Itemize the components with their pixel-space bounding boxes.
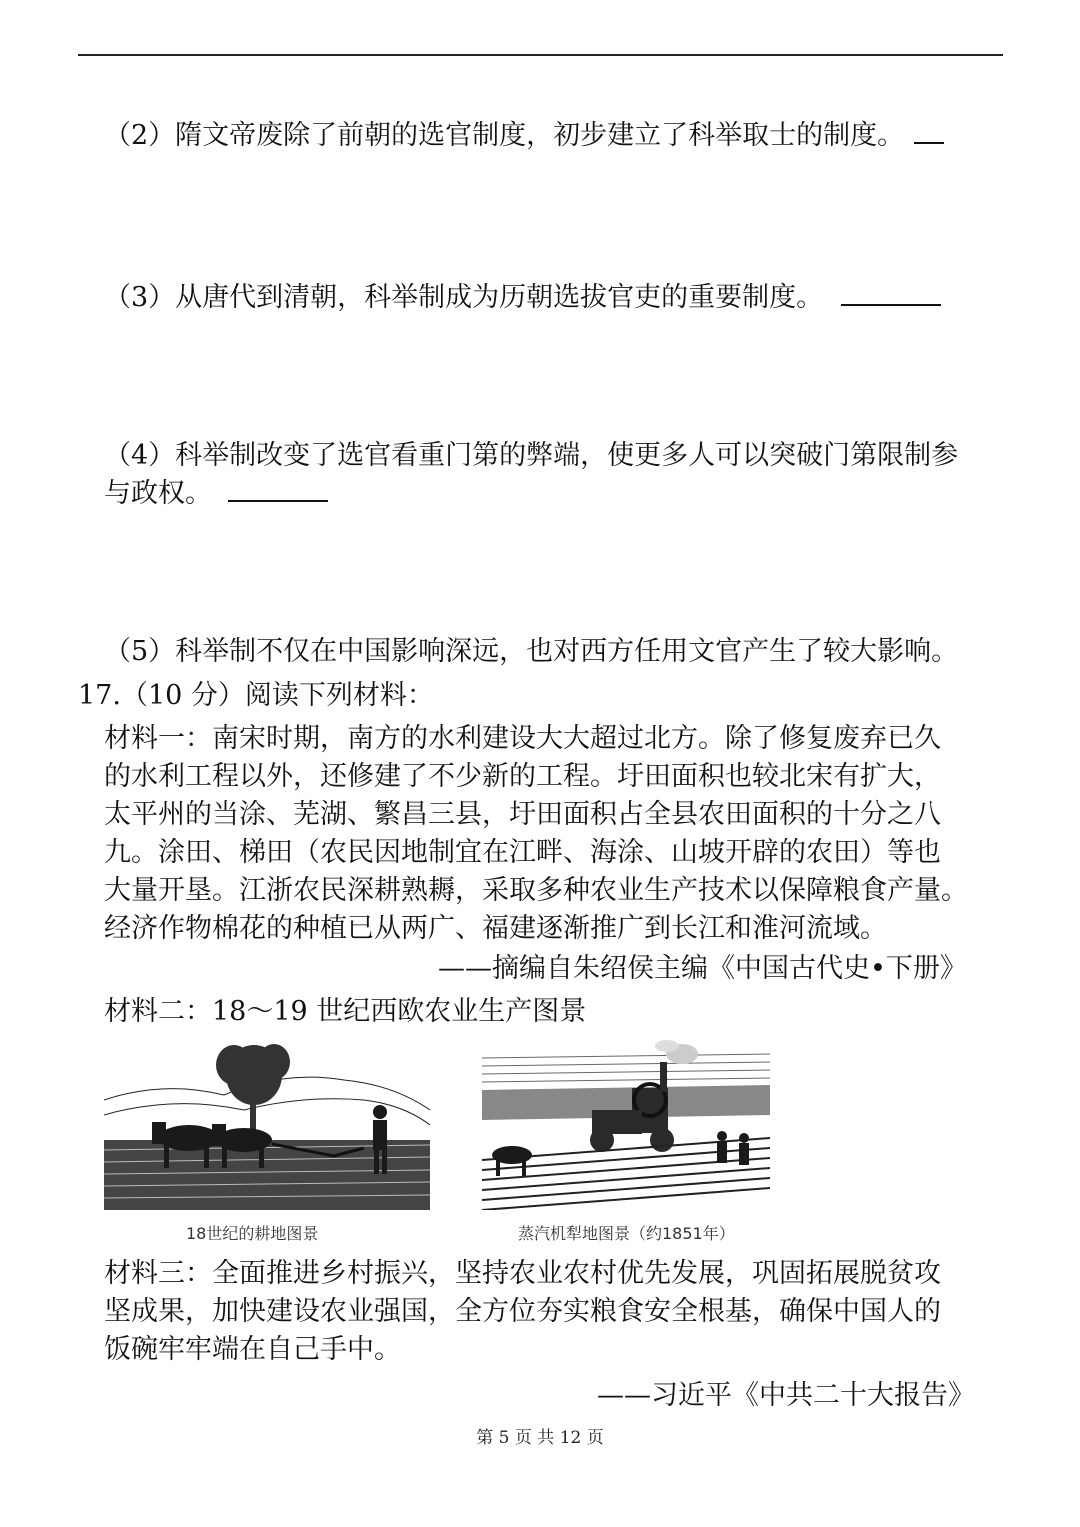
material-1-line: 材料一：南宋时期，南方的水利建设大大超过北方。除了修复废弃已久 [104, 723, 941, 754]
material-3-source: ——习近平《中共二十大报告》 [597, 1380, 975, 1411]
plowing-engraving-image [104, 1040, 430, 1210]
q17-heading: 17.（10 分）阅读下列材料： [78, 680, 434, 711]
material-1-source: ——摘编自朱绍侯主编《中国古代史•下册》 [438, 953, 967, 984]
material-1-line: 大量开垦。江浙农民深耕熟耨，采取多种农业生产技术以保障粮食产量。 [104, 875, 968, 906]
q16-item-2 [104, 118, 944, 154]
q16-item-4-line2-text: 与政权。 [104, 478, 212, 509]
page-footer: 第 5 页 共 12 页 [476, 1428, 604, 1448]
material-1-line: 九。涂田、梯田（农民因地制宜在江畔、海涂、山坡开辟的农田）等也 [104, 837, 941, 868]
q16-item-5: （5）科举制不仅在中国影响深远，也对西方任用文官产生了较大影响。 [104, 636, 959, 667]
figure-1-caption: 18世纪的耕地图景 [186, 1224, 319, 1243]
material-3-line: 材料三：全面推进乡村振兴，坚持农业农村优先发展，巩固拓展脱贫攻 [104, 1258, 941, 1289]
q16-item-4-line1: （4）科举制改变了选官看重门第的弊端，使更多人可以突破门第限制参 [104, 440, 959, 471]
q16-item-3-text: （3）从唐代到清朝，科举制成为历朝选拔官吏的重要制度。 [104, 282, 824, 313]
material-1-line: 经济作物棉花的种植已从两广、福建逐渐推广到长江和淮河流域。 [104, 913, 887, 944]
material-2-heading: 材料二：18～19 世纪西欧农业生产图景 [104, 996, 587, 1027]
header-rule [78, 54, 1003, 56]
material-1-line: 的水利工程以外，还修建了不少新的工程。圩田面积也较北宋有扩大， [104, 761, 941, 792]
answer-blank-3[interactable] [841, 280, 941, 306]
answer-blank-4[interactable] [228, 476, 328, 502]
steam-plowing-engraving-image [482, 1040, 770, 1210]
q16-item-4-line2 [104, 476, 328, 512]
material-1-line: 太平州的当涂、芜湖、繁昌三县，圩田面积占全县农田面积的十分之八 [104, 799, 941, 830]
material-3-line: 饭碗牢牢端在自己手中。 [104, 1334, 401, 1365]
q16-item-3 [104, 280, 941, 316]
answer-blank-2[interactable] [914, 118, 944, 144]
figure-2-caption: 蒸汽机犁地图景（约1851年） [518, 1224, 735, 1243]
q16-item-2-text: （2）隋文帝废除了前朝的选官制度，初步建立了科举取士的制度。 [104, 120, 905, 151]
material-3-line: 坚成果，加快建设农业强国，全方位夯实粮食安全根基，确保中国人的 [104, 1296, 941, 1327]
